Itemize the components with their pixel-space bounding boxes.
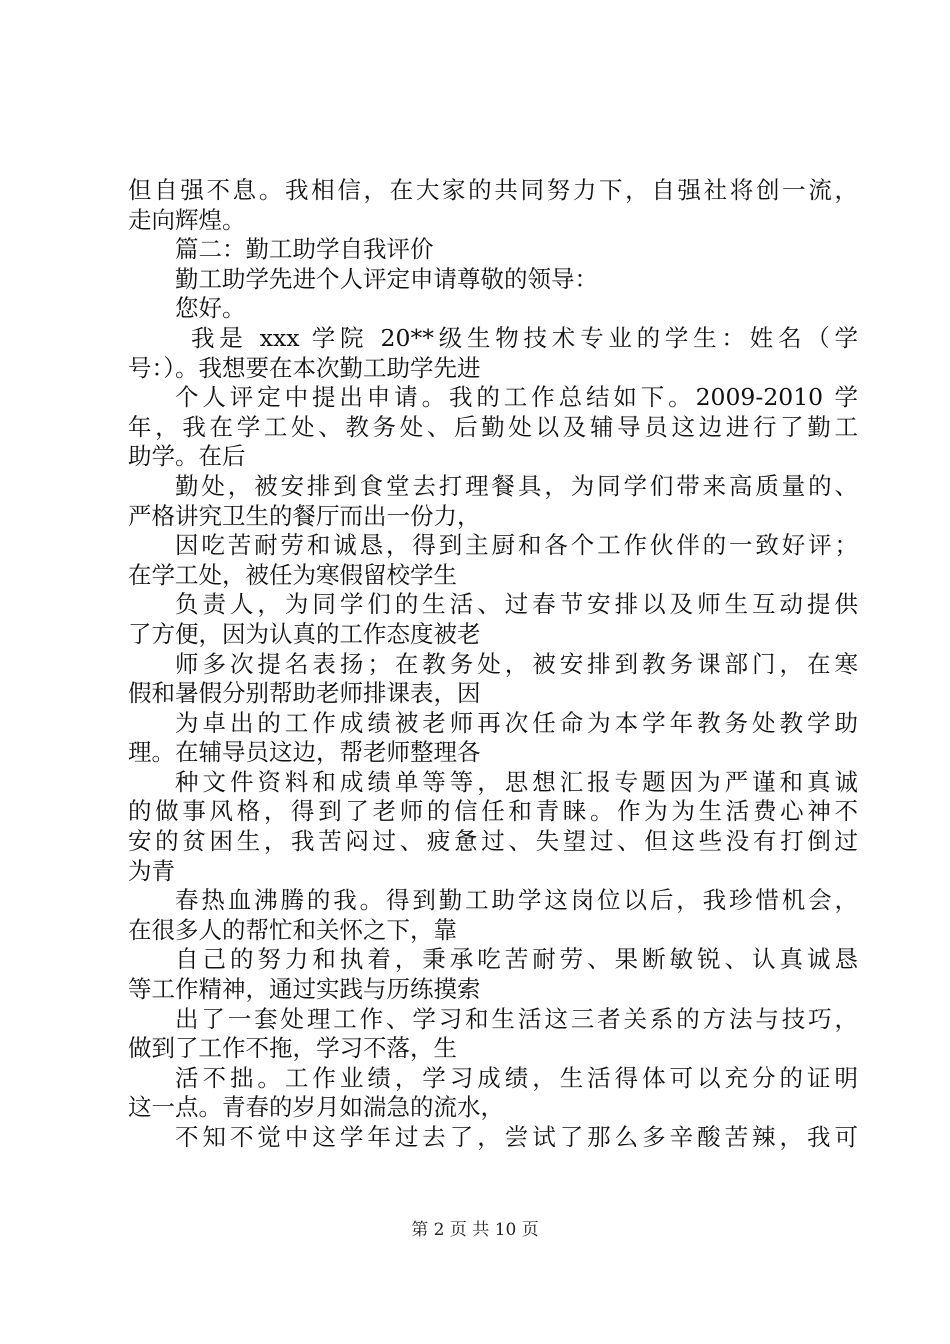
text-line: 种文件资料和成绩单等等，思想汇报专题因为严谨和真诚 <box>175 767 858 796</box>
section-heading: 篇二：勤工助学自我评价 <box>175 235 434 264</box>
text-line: 勤工助学先进个人评定申请尊敬的领导： <box>175 264 598 293</box>
text-line: 活不拙。工作业绩，学习成绩，生活得体可以充分的证明 <box>175 1063 858 1092</box>
text-line: 理。在辅导员这边，帮老师整理各 <box>128 738 481 767</box>
text-line: 了方便，因为认真的工作态度被老 <box>128 619 481 648</box>
text-line: 个人评定中提出申请。我的工作总结如下。2009-2010 学 <box>175 383 858 412</box>
text-line: 安的贫困生，我苦闷过、疲惫过、失望过、但这些没有打倒过 <box>128 827 858 856</box>
text-line: 这一点。青春的岁月如湍急的流水， <box>128 1093 504 1122</box>
text-line: 自己的努力和执着，秉承吃苦耐劳、果断敏锐、认真诚恳 <box>175 945 858 974</box>
text-line: 为卓出的工作成绩被老师再次任命为本学年教务处教学助 <box>175 708 858 737</box>
text-line: 春热血沸腾的我。得到勤工助学这岗位以后，我珍惜机会， <box>175 886 858 915</box>
body-text <box>128 176 858 1153</box>
text-line: 号：）。我想要在本次勤工助学先进 <box>128 353 481 382</box>
text-line: 但自强不息。我相信，在大家的共同努力下，自强社将创一流， <box>128 176 858 204</box>
greeting: 您好。 <box>175 294 246 323</box>
text-line: 走向辉煌。 <box>128 205 246 234</box>
text-line: 在学工处，被任为寒假留校学生 <box>128 560 457 589</box>
page-number-footer: 第 2 页 共 10 页 <box>411 1220 539 1240</box>
text-line: 因吃苦耐劳和诚恳，得到主厨和各个工作伙伴的一致好评； <box>175 531 858 560</box>
text-line: 负责人，为同学们的生活、过春节安排以及师生互动提供 <box>175 590 858 619</box>
text-line: 的做事风格，得到了老师的信任和青睐。作为为生活费心神不 <box>128 797 858 826</box>
text-line: 师多次提名表扬；在教务处，被安排到教务课部门，在寒 <box>175 649 858 678</box>
text-line: 假和暑假分别帮助老师排课表，因 <box>128 679 481 708</box>
text-line: 出了一套处理工作、学习和生活这三者关系的方法与技巧， <box>175 1004 858 1033</box>
text-line: 我是 xxx 学院 20**级生物技术专业的学生：姓名（学 <box>191 323 858 352</box>
text-line: 等工作精神，通过实践与历练摸索 <box>128 975 481 1004</box>
text-line: 做到了工作不拖，学习不落，生 <box>128 1034 457 1063</box>
text-line: 严格讲究卫生的餐厅而出一份力， <box>128 501 481 530</box>
text-line: 不知不觉中这学年过去了，尝试了那么多辛酸苦辣，我可 <box>175 1123 858 1151</box>
text-line: 勤处，被安排到食堂去打理餐具，为同学们带来高质量的、 <box>175 471 858 500</box>
text-line: 助学。在后 <box>128 442 246 471</box>
text-line: 年，我在学工处、教务处、后勤处以及辅导员这边进行了勤工 <box>128 412 858 441</box>
text-line: 为青 <box>128 856 175 885</box>
text-line: 在很多人的帮忙和关怀之下，靠 <box>128 915 457 944</box>
